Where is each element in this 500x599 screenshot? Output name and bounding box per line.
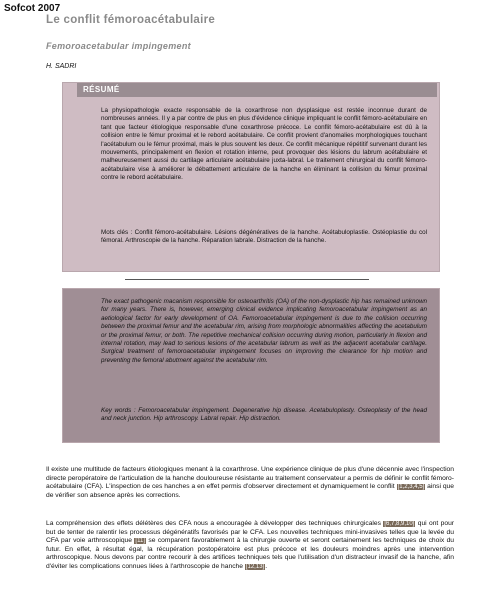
body-text: La compréhension des effets délétères des CFA nous a encouragée à développer des techniques chirurgicales [46,520,381,527]
abstract-paragraph: The exact pathogenic macanism responsible for osteoarthritis (OA) of the non-dysplastic hip has remained unknown for many years. There is, however, emerging clinical evidence implicating femoroacetabular impingement as an aetiological factor for early development of OA. Femoroacetabular impingement is due to the collision occurring between the proximal femur and the acetabular rim, arising from morphologic abnormalities affecting the acetabulum or the proximal femur, or both. The repetitive mechanical collision occurring during motion, particularly in flexion and internal rotation, may lead to serious lesions of the acetabular labrum as well as the adjacent acetabular cartilage. Surgical treatment of femoroacetabular impingement focuses on improving the clearance for hip motion and preventing the femoral abutment against the acetabular rim. [101,298,427,364]
resume-heading: RÉSUMÉ [77,83,437,97]
abstract-box [62,288,440,443]
resume-box [62,82,440,272]
body-paragraph-2 [46,520,454,571]
brand-label: Sofcot 2007 [4,3,61,14]
body-paragraph-1 [46,466,454,500]
body-text: qui ont pour but de tenter de ralentir les processus dégénératifs favorisés par le CFA. Les nouvelles techniques mini-invasives telles que la levée du CFA par voie arthroscopique [46,520,455,544]
reference-link[interactable]: [6,7,8,9,10] [384,521,415,527]
reference-link[interactable]: [1,2,3,4,5] [397,484,425,490]
abstract-keywords: Key words : Femoroacetabular impingement. Degenerative hip disease. Acetabuloplasty. Osteoplasty of the head and neck junction. Hip arthroscopy. Labral repair. Hip distraction. [101,407,427,423]
body-text: ainsi que de vérifier son absence après les corrections. [46,483,454,499]
body-text: se comparent favorablement à la chirurgie ouverte et seront certainement les techniques de choix du futur. En effet, à résultat égal, la récupération postopératoire est plus précoce et les douleurs moindres après une intervention arthroscopique. Nous devons par contre recourir à des artifices techniques tels que l'utilisation d'un distracteur invasif de la hanche, afin d'éviter les complications connues liées à l'arthroscopie de hanche [46,537,455,570]
body-text: . [265,562,268,570]
resume-paragraph: La physiopathologie exacte responsable de la coxarthrose non dysplasique est restée inconnue durant de nombreuses années. Il y a par contre de plus en plus d'évidence clinique impliquant le conflit fémoro-acétabulaire en tant que facteur étiologique responsable d'une coxarthrose précoce. Le conflit fémoro-acétabulaire est dû à la collision entre le fémur proximal et le rebord acétabulaire. Ce conflit provient d'anomalies morphologiques touchant l'acétabulum ou le fémur proximal, mais le plus souvent les deux. Ce conflit mécanique répétitif survenant durant les mouvements, principalement en flexion et rotation interne, peut provoquer des lésions du labrum acétabulaire et malheureusement aussi du cartilage articulaire acétabulaire juxta-labral. Le traitement chirurgical du conflit fémoro-acétabulaire vise à améliorer le débattement articulaire de la hanche en éliminant la collision du fémur proximal contre le rebord acétabulaire. [101,107,427,182]
article-subtitle: Femoroacetabular impingement [46,41,191,51]
article-title: Le conflit fémoroacétabulaire [46,14,216,26]
body-text: Il existe une multitude de facteurs étiologiques menant à la coxarthrose. Une expérience clinique de plus d'une décennie avec l'inspection directe peropératoire de l'articulation de la hanche douloureuse résistante au traitement conservateur a permis de définir le conflit fémoro-acétabulaire (CFA). L'inspection de ces hanches a en effet permis d'observer directement et dynamiquement le conflit [46,466,454,490]
reference-link[interactable]: [11] [135,538,145,544]
section-divider [125,279,369,280]
resume-keywords: Mots clés : Conflit fémoro-acétabulaire. Lésions dégénératives de la hanche. Acétabuloplastie. Ostéoplastie du col fémoral. Arthroscopie de la hanche. Réparation labrale. Distraction de la hanche. [101,229,427,245]
reference-link[interactable]: [12,13] [245,563,265,570]
author: H. SADRI [46,63,77,70]
